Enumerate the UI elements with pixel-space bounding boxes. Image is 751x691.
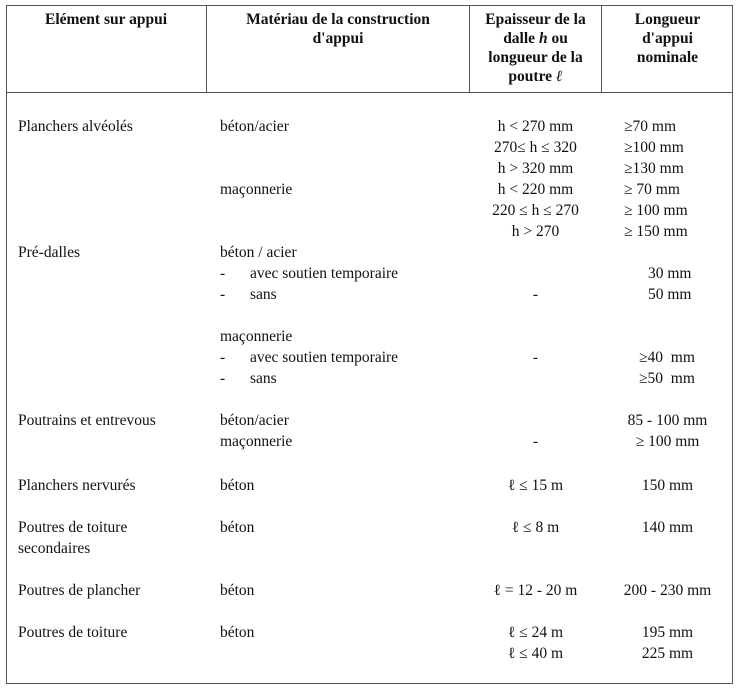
thickness-value: -	[532, 433, 539, 450]
material-label: béton / acier	[220, 244, 297, 261]
thickness-value: -	[532, 349, 539, 366]
thickness-value: h > 320 mm	[497, 160, 574, 177]
material-label: maçonnerie	[220, 181, 293, 198]
thickness-value: -	[532, 286, 539, 303]
length-value: 200 - 230 mm	[623, 582, 712, 599]
material-label: béton	[220, 477, 255, 494]
header-length: Longueur d'appui nominale	[634, 11, 701, 66]
length-value: ≥ 150 mm	[624, 223, 688, 240]
header-material: Matériau de la construction d'appui	[246, 11, 430, 47]
element-label: Poutres de toiture	[18, 519, 128, 536]
length-value: 30 mm	[648, 265, 692, 282]
element-label: Planchers alvéolés	[18, 118, 133, 135]
thickness-value: 220 ≤ h ≤ 270	[492, 202, 579, 219]
header-thickness: Epaisseur de la dalle h ou longueur de la poutre ℓ	[485, 11, 586, 85]
length-value: 140 mm	[641, 519, 694, 536]
element-label: Poutrains et entrevous	[18, 412, 156, 429]
list-dash: -	[220, 370, 226, 387]
length-value: ≥40 mm	[639, 349, 695, 366]
list-dash: -	[220, 265, 226, 282]
material-sub-label: sans	[250, 370, 277, 387]
material-sub-label: avec soutien temporaire	[250, 265, 399, 282]
thickness-value: h < 220 mm	[497, 181, 574, 198]
length-value: 225 mm	[641, 645, 694, 662]
thickness-value: h > 270	[511, 223, 560, 240]
material-sub-label: sans	[250, 286, 277, 303]
length-value: ≥70 mm	[624, 118, 676, 135]
length-value: ≥ 100 mm	[635, 433, 700, 450]
material-label: béton/acier	[220, 118, 289, 135]
material-label: maçonnerie	[220, 433, 293, 450]
thickness-value: 270≤ h ≤ 320	[494, 139, 577, 156]
element-label: Poutres de toiture	[18, 624, 128, 641]
thickness-value: ℓ ≤ 40 m	[507, 645, 564, 662]
header-element: Elément sur appui	[44, 11, 168, 28]
length-value: 150 mm	[641, 477, 694, 494]
element-label: Planchers nervurés	[18, 477, 136, 494]
thickness-value: h < 270 mm	[497, 118, 574, 135]
header-divider	[6, 92, 733, 93]
element-label: Poutres de plancher	[18, 582, 141, 599]
thickness-value: ℓ = 12 - 20 m	[493, 582, 578, 599]
material-label: béton/acier	[220, 412, 289, 429]
list-dash: -	[220, 349, 226, 366]
thickness-value: ℓ ≤ 8 m	[511, 519, 560, 536]
length-value: 195 mm	[641, 624, 694, 641]
material-label: béton	[220, 519, 255, 536]
length-value: 85 - 100 mm	[627, 412, 708, 429]
length-value: ≥130 mm	[624, 160, 684, 177]
thickness-value: ℓ ≤ 15 m	[507, 477, 564, 494]
element-label: secondaires	[18, 540, 91, 557]
material-sub-label: avec soutien temporaire	[250, 349, 399, 366]
element-label: Pré-dalles	[18, 244, 80, 261]
length-value: ≥ 70 mm	[624, 181, 680, 198]
length-value: ≥50 mm	[639, 370, 695, 387]
length-value: 50 mm	[648, 286, 692, 303]
list-dash: -	[220, 286, 226, 303]
material-label: béton	[220, 582, 255, 599]
thickness-value: ℓ ≤ 24 m	[507, 624, 564, 641]
length-value: ≥100 mm	[624, 139, 684, 156]
material-label: maçonnerie	[220, 328, 293, 345]
length-value: ≥ 100 mm	[624, 202, 688, 219]
material-label: béton	[220, 624, 255, 641]
